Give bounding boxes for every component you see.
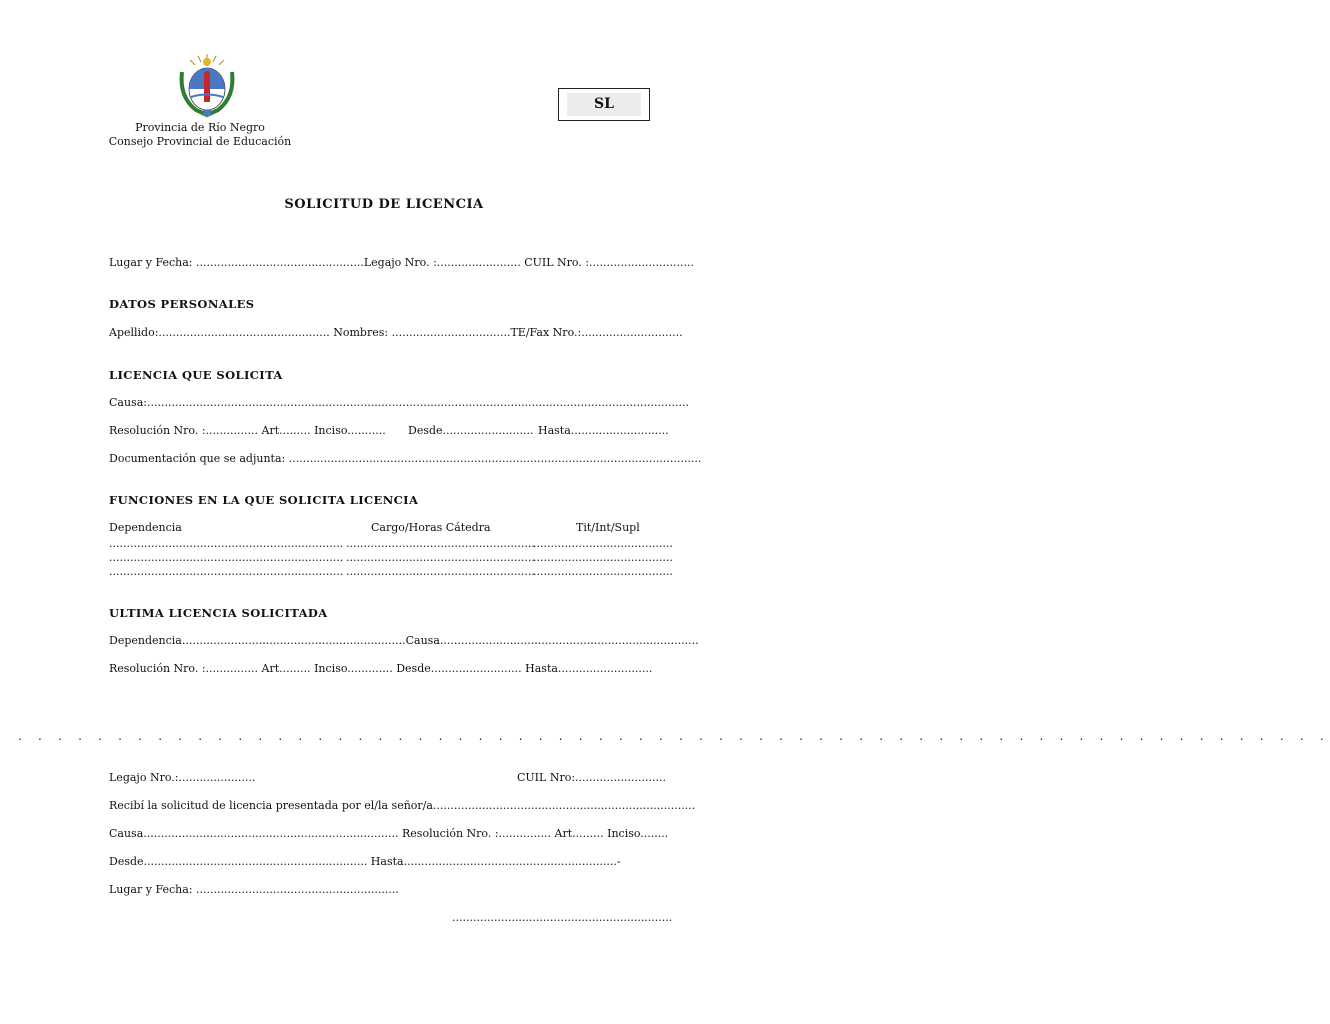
recibo-legajo-field[interactable]: Legajo Nro.:...................... xyxy=(109,771,256,784)
ultima-resolucion-line[interactable]: Resolución Nro. :............... Art......... Inciso............. Desde.......................... Hasta........................... xyxy=(109,662,653,675)
apellido-line[interactable]: Apellido:................................................. Nombres: ..................................TE/Fax Nro.:............................. xyxy=(109,326,683,339)
hasta-field[interactable]: Hasta............................ xyxy=(538,424,669,437)
col-header-dependencia: Dependencia xyxy=(109,521,182,534)
resolucion-field[interactable]: Resolución Nro. :............... Art......... Inciso........... xyxy=(109,424,386,437)
table-cell[interactable]: ........................................ xyxy=(533,537,673,550)
recibo-desde-line[interactable]: Desde................................................................ Hasta.............................................................- xyxy=(109,855,621,868)
ultima-dependencia-line[interactable]: Dependencia................................................................Causa.......................................................................... xyxy=(109,634,699,647)
province-name: Provincia de Río Negro xyxy=(135,121,265,134)
recibo-causa-line[interactable]: Causa......................................................................... Resolución Nro. :............... Art......... Inciso........ xyxy=(109,827,669,840)
recibo-cuil-field[interactable]: CUIL Nro:.......................... xyxy=(517,771,666,784)
council-name: Consejo Provincial de Educación xyxy=(108,135,292,148)
lugar-fecha-line[interactable]: Lugar y Fecha: ................................................Legajo Nro. :........................ CUIL Nro. :.............................. xyxy=(109,256,694,269)
provincial-crest-icon xyxy=(176,52,238,122)
section-funciones: FUNCIONES EN LA QUE SOLICITA LICENCIA xyxy=(109,493,419,507)
col-header-cargo: Cargo/Horas Cátedra xyxy=(371,521,491,534)
form-title: SOLICITUD DE LICENCIA xyxy=(284,197,484,212)
organization-header xyxy=(100,121,300,149)
table-cell[interactable]: ...................................................... xyxy=(346,551,535,564)
table-cell[interactable]: ................................................................... xyxy=(109,551,344,564)
documentacion-line[interactable]: Documentación que se adjunta: ...................................................................................................................... xyxy=(109,452,702,465)
form-code: SL xyxy=(567,93,641,116)
section-ultima-licencia: ULTIMA LICENCIA SOLICITADA xyxy=(109,606,328,620)
recibo-lugar-line[interactable]: Lugar y Fecha: .......................................................... xyxy=(109,883,399,896)
cut-line-separator: . . . . . . . . . . . . . . . . . . . . . . . . . . . . . . . . . . . . . . . . . . . . . . . . . . . . . . . . . . . . . . . . . . xyxy=(18,729,1330,743)
table-cell[interactable]: ........................................ xyxy=(533,565,673,578)
table-cell[interactable]: ................................................................... xyxy=(109,537,344,550)
causa-line[interactable]: Causa:........................................................................................................................................................... xyxy=(109,396,689,409)
signature-line[interactable]: ............................................................... xyxy=(452,911,673,924)
col-header-tit: Tit/Int/Supl xyxy=(576,521,640,534)
recibo-solicitud-line[interactable]: Recibí la solicitud de licencia presentada por el/la señor/a........................................................................... xyxy=(109,799,696,812)
section-datos-personales: DATOS PERSONALES xyxy=(109,297,255,311)
desde-field[interactable]: Desde.......................... xyxy=(408,424,534,437)
table-cell[interactable]: ................................................................... xyxy=(109,565,344,578)
section-licencia-que-solicita: LICENCIA QUE SOLICITA xyxy=(109,368,283,382)
table-cell[interactable]: ........................................ xyxy=(533,551,673,564)
table-cell[interactable]: ...................................................... xyxy=(346,537,535,550)
form-code-box xyxy=(558,88,650,121)
table-cell[interactable]: ...................................................... xyxy=(346,565,535,578)
